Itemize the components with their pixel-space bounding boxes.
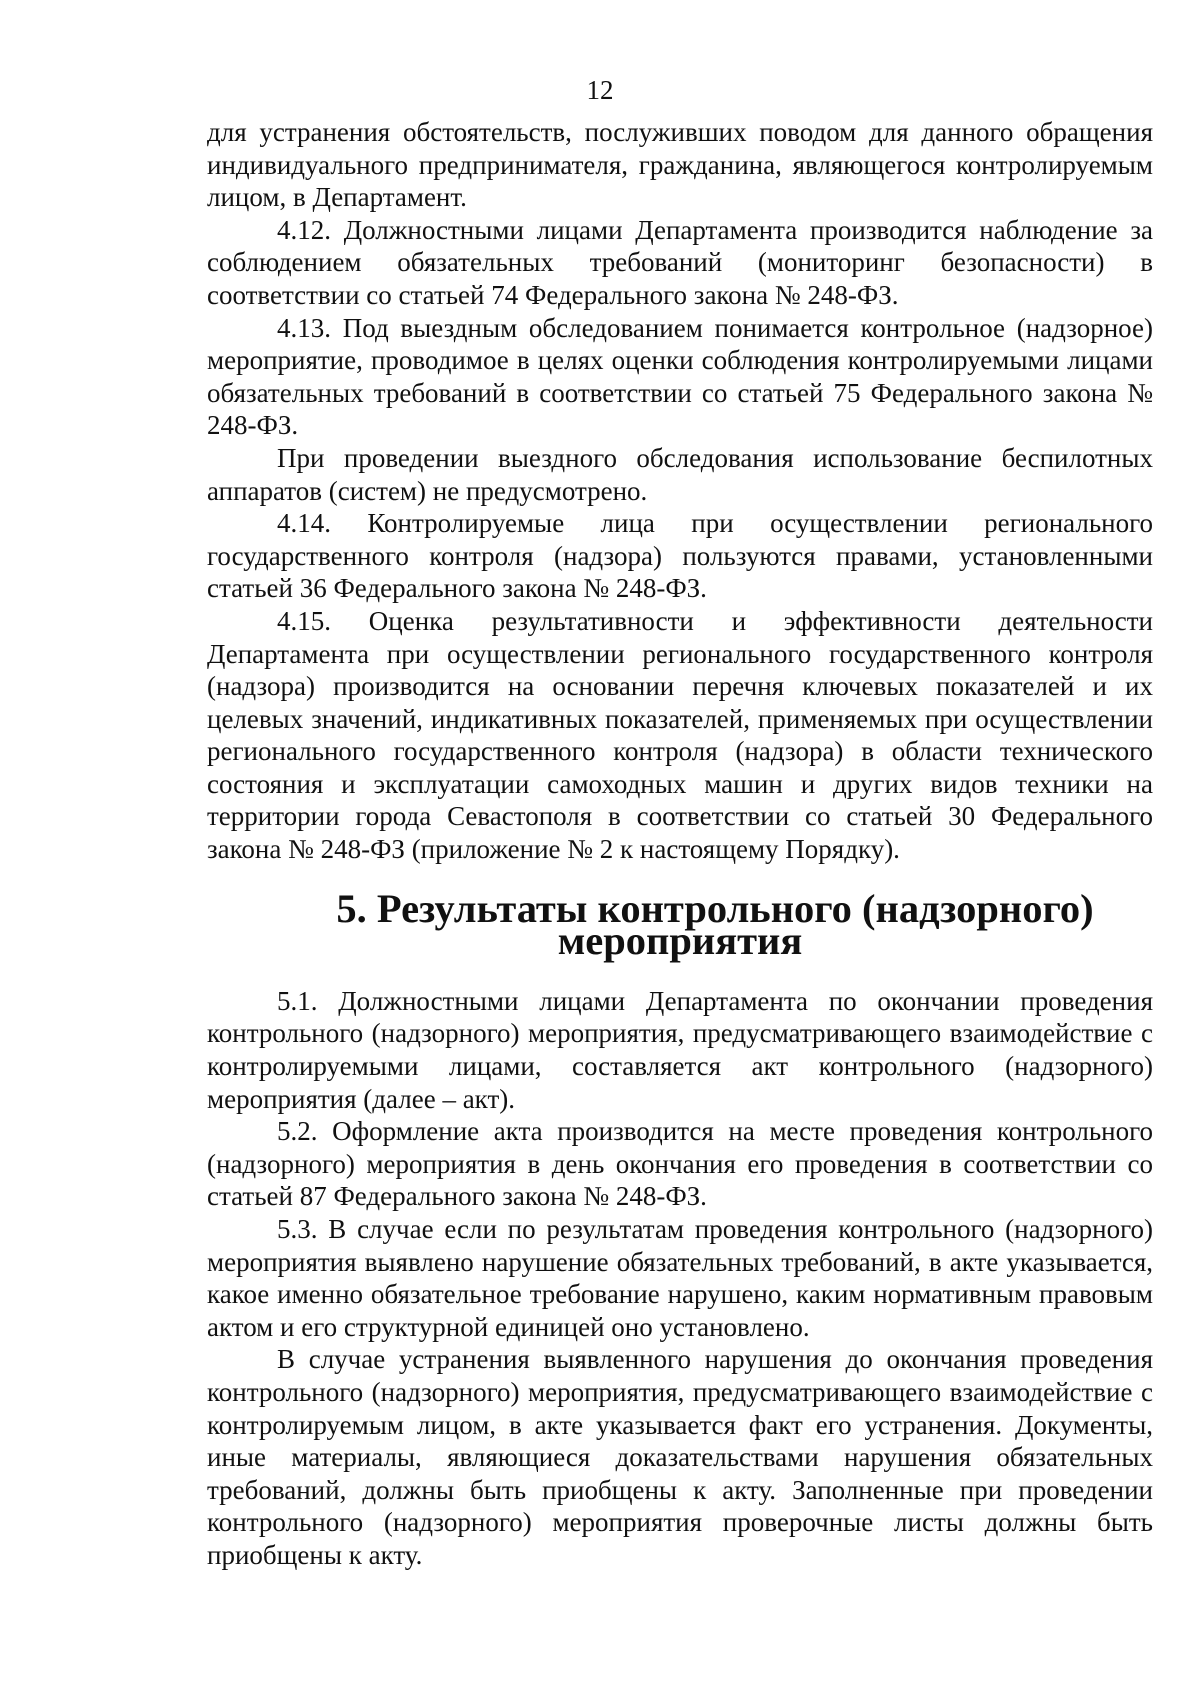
paragraph-4-12: 4.12. Должностными лицами Департамента производится наблюдение за соблюдением обязательных требований (мониторинг безопасности) в соответствии со статьей 74 Федерального закона № 248-ФЗ.: [207, 214, 1153, 310]
paragraph-5-3-elimination: В случае устранения выявленного нарушения до окончания проведения контрольного (надзорного) мероприятия, предусматривающего взаимодействие с контролируемым лицом, в акте указывается факт его устранения. Документы, иные материалы, являющиеся доказательствами нарушения обязательных требований, должны быть приобщены к акту. Заполненные при проведении контрольного (надзорного) мероприятия проверочные листы должны быть приобщены к акту.: [207, 1344, 1153, 1570]
paragraph-5-1: 5.1. Должностными лицами Департамента по окончании проведения контрольного (надзорного) мероприятия, предусматривающего взаимодействие с контролируемыми лицами, составляется акт контрольного (надзорного) мероприятия (далее – акт).: [207, 985, 1153, 1114]
paragraph-5-2: 5.2. Оформление акта производится на месте проведения контрольного (надзорного) мероприятия в день окончания его проведения в соответствии со статьей 87 Федерального закона № 248-ФЗ.: [207, 1116, 1153, 1212]
section-5-heading: 5. Результаты контрольного (надзорного) мероприятия: [336, 885, 1094, 964]
paragraph-4-14: 4.14. Контролируемые лица при осуществлении регионального государственного контроля (надзора) пользуются правами, установленными статьей 36 Федерального закона № 248-ФЗ.: [207, 508, 1153, 604]
paragraph-4-13-drones: При проведении выездного обследования использование беспилотных аппаратов (систем) не предусмотрено.: [207, 442, 1153, 506]
paragraph-5-3: 5.3. В случае если по результатам проведения контрольного (надзорного) мероприятия выявлено нарушение обязательных требований, в акте указывается, какое именно обязательное требование нарушено, каким нормативным правовым актом и его структурной единицей оно установлено.: [207, 1214, 1153, 1342]
page-number: 12: [586, 75, 614, 105]
paragraph-continuation: для устранения обстоятельств, послуживших поводом для данного обращения индивидуального предпринимателя, гражданина, являющегося контролируемым лицом, в Департамент.: [207, 117, 1153, 213]
paragraph-4-15: 4.15. Оценка результативности и эффективности деятельности Департамента при осуществлении регионального государственного контроля (надзора) производится на основании перечня ключевых показателей и их целевых значений, индикативных показателей, применяемых при осуществлении регионального государственного контроля (надзора) в области технического состояния и эксплуатации самоходных машин и других видов техники на территории города Севастополя в соответствии со статьей 30 Федерального закона № 248-ФЗ (приложение № 2 к настоящему Порядку).: [207, 605, 1153, 865]
document-body: [207, 116, 1153, 1572]
paragraph-4-13: 4.13. Под выездным обследованием понимается контрольное (надзорное) мероприятие, проводимое в целях оценки соблюдения контролируемыми лицами обязательных требований в соответствии со статьей 75 Федерального закона № 248-ФЗ.: [207, 312, 1153, 441]
